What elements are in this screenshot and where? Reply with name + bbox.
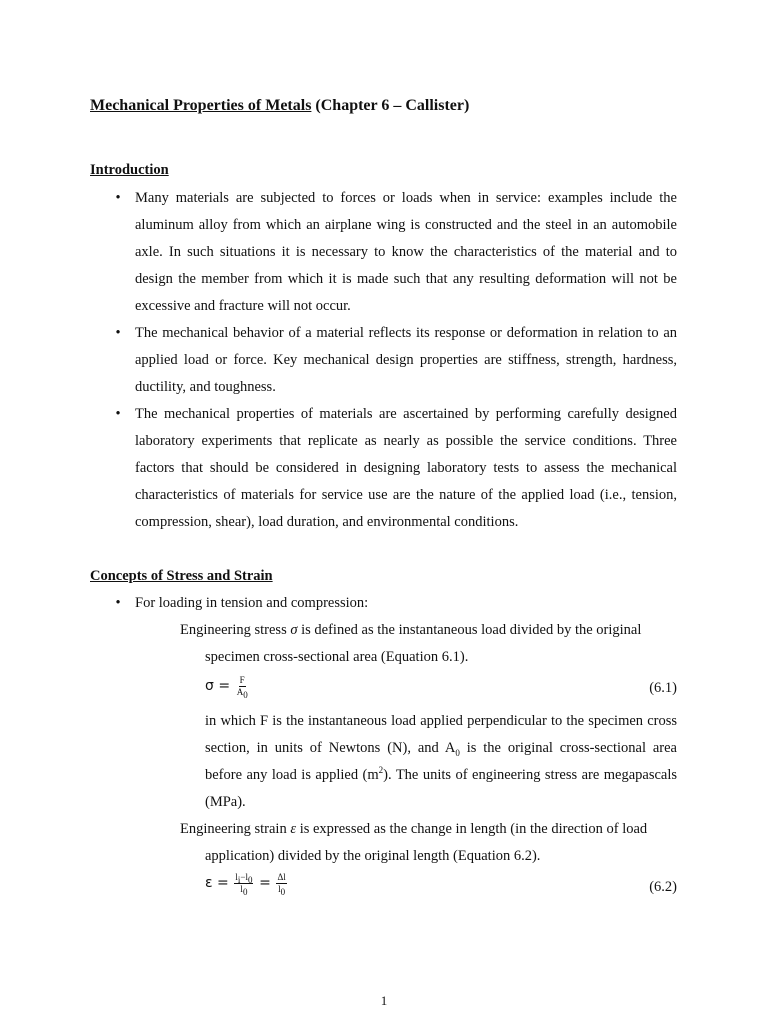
equation-number-6-2: (6.2) (649, 879, 677, 895)
explain1-sup: 2 (378, 765, 384, 776)
document-title (90, 92, 469, 119)
bullet-marker: • (115, 406, 121, 422)
eq2-numerator-1 (234, 872, 253, 884)
eq2-denominator-1 (239, 884, 248, 895)
section-heading-introduction: Introduction (90, 162, 169, 178)
eq2-numerator-2: Δl (277, 872, 286, 883)
explain1-a: in which F is the instantaneous load applied perpendicular to the specimen cross section, in units of Newtons (N), and A (205, 713, 677, 756)
bullet-marker: • (115, 190, 121, 206)
intro-bullet-3: The mechanical properties of materials are ascertained by performing carefully designed laboratory experiments that replicate as nearly as possible the service conditions. Three factors that should be considered in designing laboratory tests to assess the mechanical characteristics of materials for service use are the nature of the applied load (i.e., tension, compression, shear), load duration, and environmental conditions. (135, 406, 677, 530)
eq2-den2-main: l (278, 884, 281, 895)
eq2-fraction-2 (276, 872, 286, 895)
stress-explanation (205, 708, 677, 816)
explain1-c: ). The units of engineering stress are megapascals (MPa). (205, 767, 678, 810)
stress-definition (180, 617, 677, 671)
eq1-denominator (236, 687, 249, 698)
eq1-numerator: F (239, 675, 245, 686)
eq2-den1-sub: 0 (242, 886, 248, 897)
eq2-num1-main: l (235, 872, 238, 883)
equation-number-6-1: (6.1) (649, 680, 677, 696)
eq1-lhs: σ = (205, 678, 231, 695)
eq1-fraction (236, 675, 249, 698)
title-chapter: (Chapter 6 – Callister) (311, 97, 470, 114)
title-main: Mechanical Properties of Metals (90, 97, 312, 114)
bullet-marker: • (115, 595, 121, 611)
stress-def-a: Engineering stress (180, 622, 291, 638)
eq2-num1-op: −l (240, 872, 248, 883)
eq1-den-sub: 0 (243, 689, 248, 700)
intro-bullet-1: Many materials are subjected to forces or loads when in service: examples include the aluminum alloy from which an airplane wing is constructed and the steel in an automobile axle. In such situations it is necessary to know the characteristics of the material and to design the member from which it is made such that any resulting deformation will not be excessive and fracture will not occur. (135, 190, 677, 314)
explain1-b: is the original cross-sectional area before any load is applied (m (205, 740, 677, 783)
strain-def-c: application) divided by the original length (Equation 6.2). (205, 848, 541, 864)
section-heading-stress-strain: Concepts of Stress and Strain (90, 568, 273, 584)
eq2-mid: = (259, 875, 271, 892)
explain1-sub: 0 (455, 747, 460, 758)
equation-6-2 (205, 870, 289, 904)
bullet-marker: • (115, 325, 121, 341)
eq2-den1-main: l (240, 884, 243, 895)
strain-def-b: is expressed as the change in length (in the direction of load (296, 821, 648, 837)
stress-symbol: σ (290, 622, 298, 638)
eq2-den2-sub: 0 (280, 886, 286, 897)
strain-def-a: Engineering strain (180, 821, 291, 837)
eq2-lhs: ε = (205, 875, 229, 892)
eq2-denominator-2 (277, 884, 286, 895)
strain-symbol: ε (290, 821, 297, 837)
page-number: 1 (380, 993, 388, 1008)
intro-bullet-2: The mechanical behavior of a material reflects its response or deformation in relation to an applied load or force. Key mechanical design properties are stiffness, strength, hardness, ductility, and toughness. (135, 325, 677, 395)
eq2-num1-sub2: 0 (247, 874, 253, 885)
eq1-den-main: A (236, 687, 244, 698)
eq2-num1-sub: i (237, 874, 241, 885)
equation-6-1 (205, 673, 251, 707)
stress-def-b: is defined as the instantaneous load divided by the original (297, 622, 642, 638)
stress-def-c: specimen cross-sectional area (Equation 6.1). (205, 649, 469, 665)
eq2-fraction-1 (234, 872, 253, 895)
strain-definition (180, 816, 677, 870)
loading-bullet: For loading in tension and compression: (135, 595, 369, 611)
